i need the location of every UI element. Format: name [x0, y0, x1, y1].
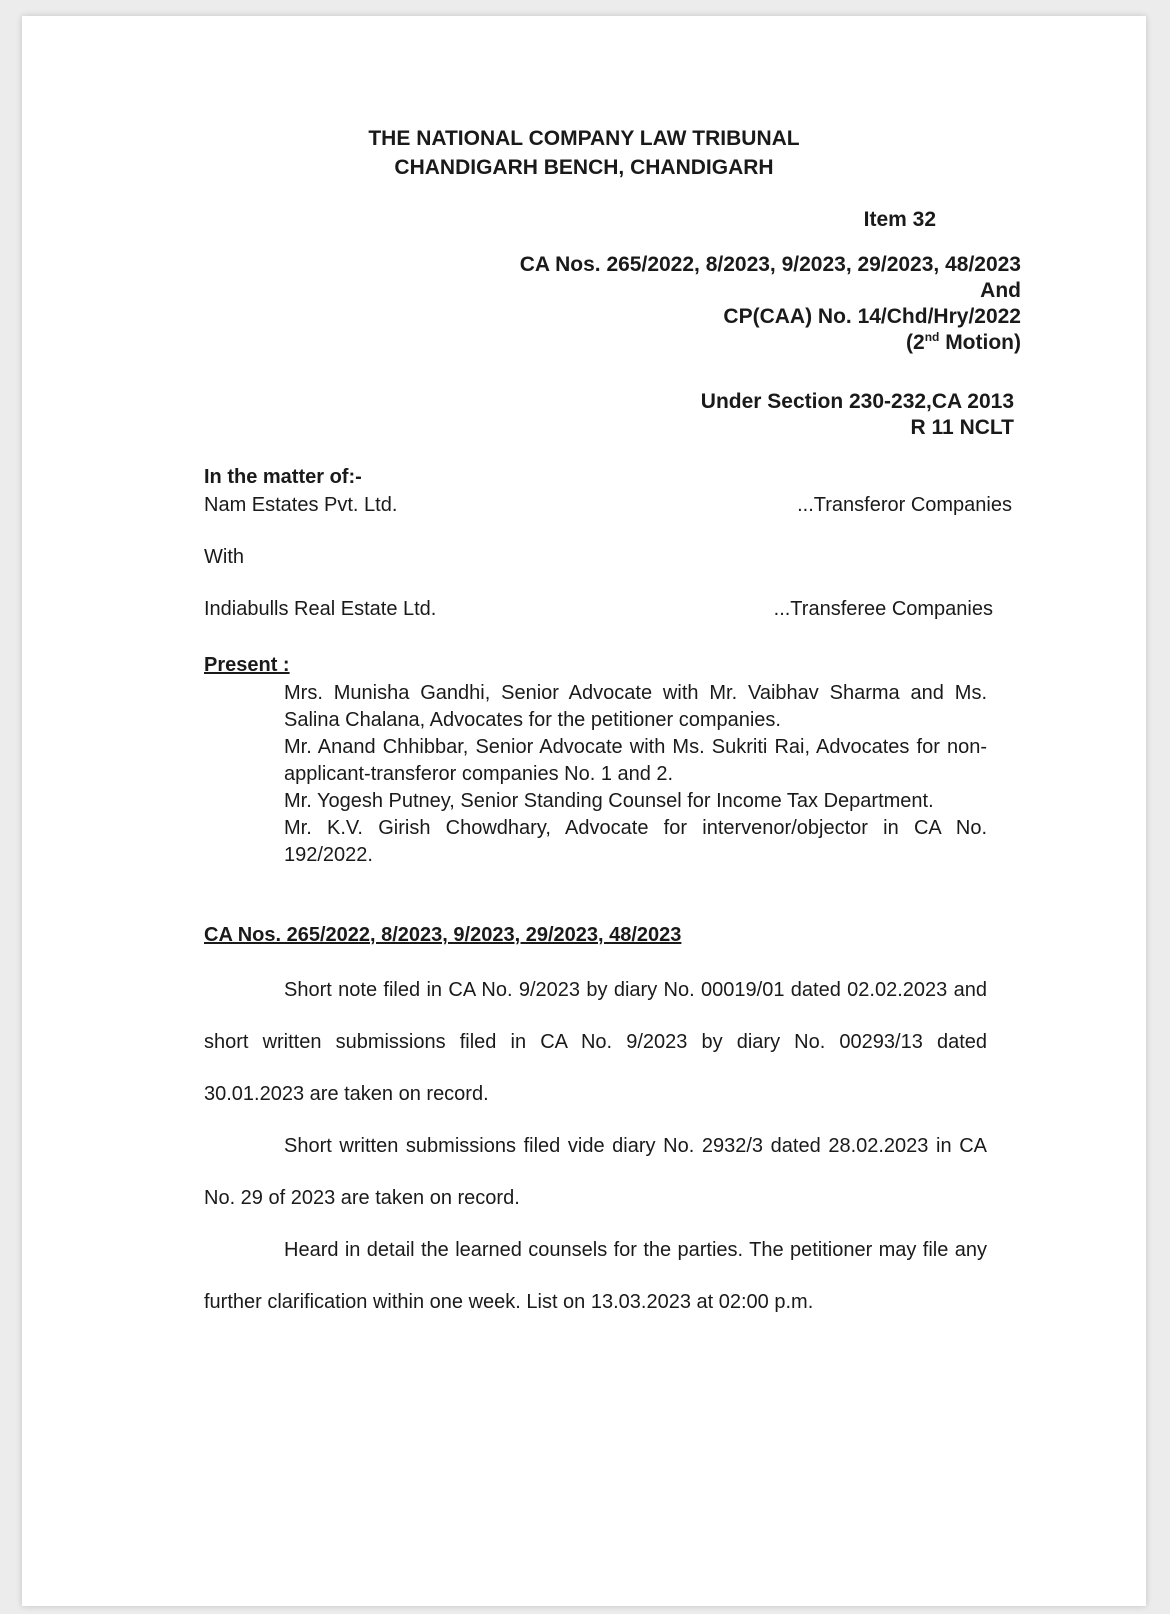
order-heading: CA Nos. 265/2022, 8/2023, 9/2023, 29/2023, 48/2023	[204, 924, 682, 946]
order-paragraph: Heard in detail the learned counsels for the parties. The petitioner may file any further clarification within one week. List on 13.03.2023 at 02:00 p.m.	[204, 1239, 987, 1313]
bench-name: CHANDIGARH BENCH, CHANDIGARH	[394, 156, 774, 179]
transferee-role: ...Transferee Companies	[773, 598, 993, 620]
item-number: Item 32	[863, 208, 936, 231]
tribunal-name: THE NATIONAL COMPANY LAW TRIBUNAL	[368, 127, 800, 150]
transferee-party: Indiabulls Real Estate Ltd.	[204, 598, 437, 620]
order-paragraph: Short written submissions filed vide diary No. 2932/3 dated 28.02.2023 in CA No. 29 of 2023 are taken on record.	[204, 1135, 987, 1209]
case-numbers-block	[520, 252, 1021, 356]
cp-number: CP(CAA) No. 14/Chd/Hry/2022	[723, 305, 1021, 328]
present-entry: Mr. K.V. Girish Chowdhary, Advocate for intervenor/objector in CA No. 192/2022.	[284, 817, 987, 866]
section-block	[701, 389, 1014, 441]
motion-label: (2nd Motion)	[906, 330, 1021, 354]
document-page	[22, 16, 1146, 1606]
with-label: With	[204, 546, 244, 568]
order-body	[204, 964, 987, 1328]
rule-line: R 11 NCLT	[910, 416, 1014, 439]
order-paragraph: Short note filed in CA No. 9/2023 by diary No. 00019/01 dated 02.02.2023 and short written submissions filed in CA No. 9/2023 by diary No. 00293/13 dated 30.01.2023 are taken on record.	[204, 979, 987, 1105]
present-list	[284, 680, 987, 869]
present-entry: Mr. Yogesh Putney, Senior Standing Counsel for Income Tax Department.	[284, 790, 934, 812]
present-entry: Mrs. Munisha Gandhi, Senior Advocate with Mr. Vaibhav Sharma and Ms. Salina Chalana, Advocates for the petitioner companies.	[284, 682, 987, 731]
transferor-party: Nam Estates Pvt. Ltd.	[204, 494, 398, 516]
present-entry: Mr. Anand Chhibbar, Senior Advocate with Ms. Sukriti Rai, Advocates for non-applicant-transferor companies No. 1 and 2.	[284, 736, 987, 785]
and-label: And	[980, 279, 1021, 302]
tribunal-header	[22, 124, 1146, 182]
matter-heading: In the matter of:-	[204, 466, 362, 488]
present-heading: Present :	[204, 654, 290, 676]
section-line: Under Section 230-232,CA 2013	[700, 390, 1014, 413]
ca-numbers: CA Nos. 265/2022, 8/2023, 9/2023, 29/2023, 48/2023	[519, 253, 1021, 276]
transferor-role: ...Transferor Companies	[797, 494, 1012, 516]
